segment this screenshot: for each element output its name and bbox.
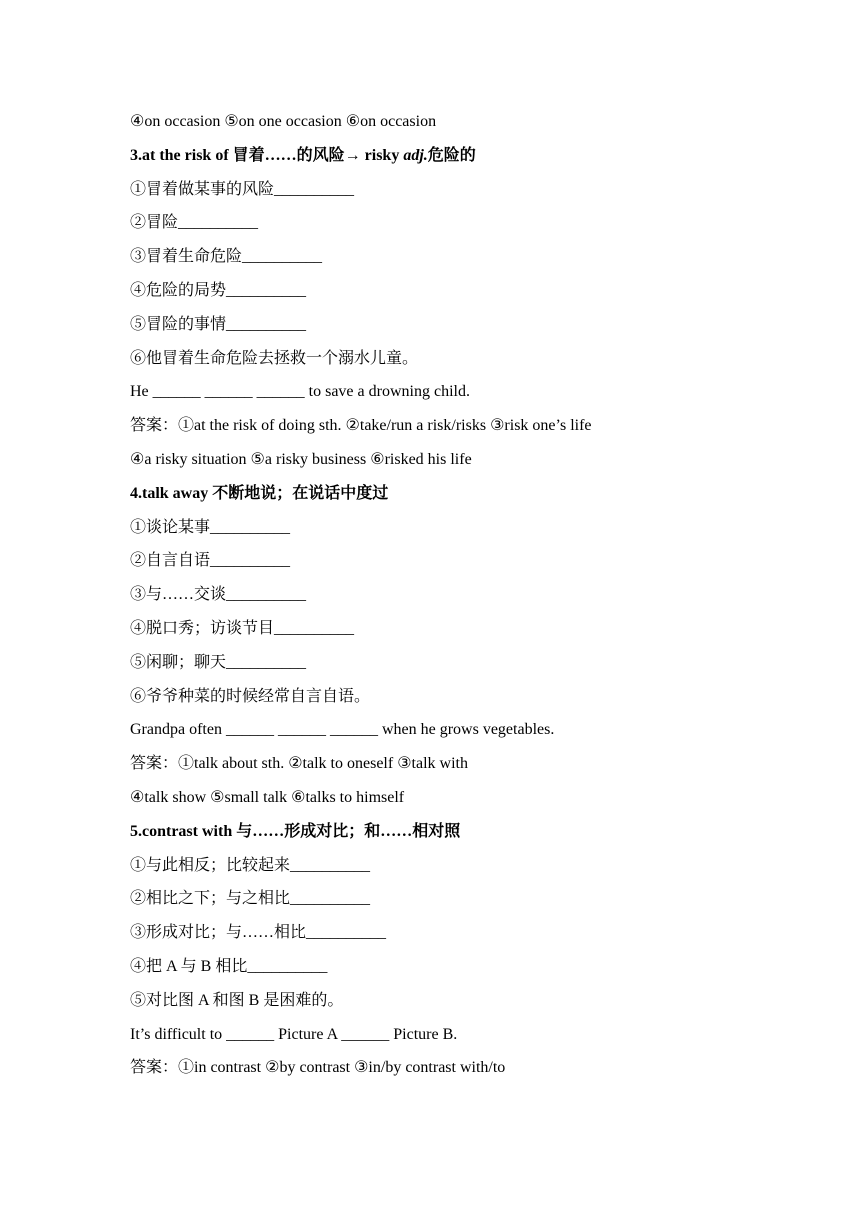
heading-adj-abbrev: adj. <box>403 146 428 164</box>
answer-line: 答案：①in contrast ②by contrast ③in/by contrast with/to <box>130 1059 506 1077</box>
answer-line: 答案：①at the risk of doing sth. ②take/run a risk/risks ③risk one’s life <box>130 417 592 435</box>
fill-in-sentence: Grandpa often ______ ______ ______ when he grows vegetables. <box>130 721 555 739</box>
exercise-item: ⑤冒险的事情__________ <box>130 315 307 333</box>
exercise-item: ①冒着做某事的风险__________ <box>130 180 355 198</box>
exercise-item: ②冒险__________ <box>130 214 259 232</box>
heading-text: 3.at the risk of 冒着……的风险→ risky <box>130 146 404 164</box>
exercise-item: ①与此相反；比较起来__________ <box>130 856 371 874</box>
fill-in-sentence: He ______ ______ ______ to save a drowning child. <box>130 383 470 401</box>
answer-line: ④talk show ⑤small talk ⑥talks to himself <box>130 788 405 806</box>
answer-line: 答案：①talk about sth. ②talk to oneself ③talk with <box>130 755 468 773</box>
document-content <box>130 108 750 1088</box>
exercise-item: ④脱口秀；访谈节目__________ <box>130 619 355 637</box>
exercise-item: ④把 A 与 B 相比__________ <box>130 957 328 975</box>
exercise-item: ⑤闲聊；聊天__________ <box>130 653 307 671</box>
exercise-item: ⑥他冒着生命危险去拯救一个溺水儿童。 <box>130 349 419 367</box>
exercise-item: ③与……交谈__________ <box>130 586 307 604</box>
fill-in-sentence: It’s difficult to ______ Picture A ______ Picture B. <box>130 1025 458 1043</box>
section-heading-4: 4.talk away 不断地说；在说话中度过 <box>130 484 389 502</box>
exercise-item: ⑤对比图 A 和图 B 是困难的。 <box>130 991 344 1009</box>
exercise-item: ④危险的局势__________ <box>130 281 307 299</box>
exercise-item: ③冒着生命危险__________ <box>130 248 323 266</box>
heading-text-tail: 危险的 <box>427 146 476 164</box>
exercise-item: ①谈论某事__________ <box>130 518 291 536</box>
answer-line: ④a risky situation ⑤a risky business ⑥risked his life <box>130 450 472 468</box>
exercise-item: ②相比之下；与之相比__________ <box>130 890 371 908</box>
exercise-item: ②自言自语__________ <box>130 552 291 570</box>
section-heading-5: 5.contrast with 与……形成对比；和……相对照 <box>130 822 461 840</box>
exercise-item: ③形成对比；与……相比__________ <box>130 924 387 942</box>
exercise-item: ⑥爷爷种菜的时候经常自言自语。 <box>130 687 371 705</box>
answer-line: ④on occasion ⑤on one occasion ⑥on occasion <box>130 113 437 130</box>
section-heading-3 <box>130 142 750 176</box>
